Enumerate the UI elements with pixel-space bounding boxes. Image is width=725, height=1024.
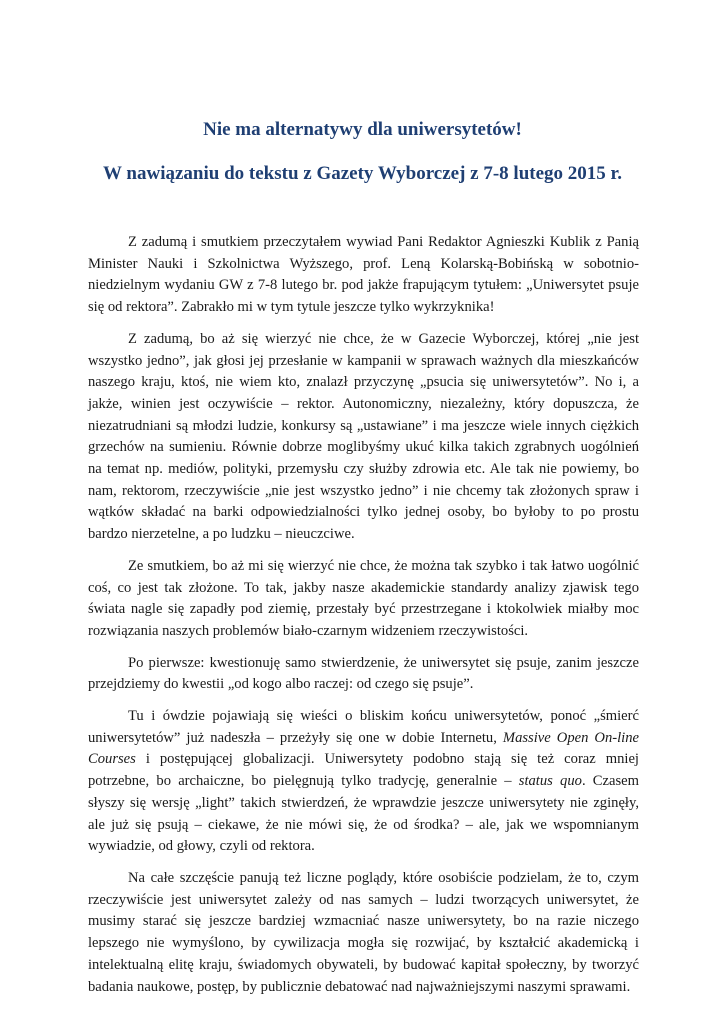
paragraph-5-part-b: i postępującej globalizacji. Uniwersytety podobno stają się też coraz mniej potrzebne, bo archaiczne, bo pielęgnują tylko tradycję, generalnie – bbox=[88, 751, 639, 790]
paragraph-5 bbox=[88, 706, 639, 858]
paragraph-5-emphasis-status-quo: status quo bbox=[518, 773, 582, 790]
paragraph-4: Po pierwsze: kwestionuję samo stwierdzenie, że uniwersytet się psuje, zanim jeszcze przejdziemy do kwestii „od kogo albo raczej: od czego się psuje”. bbox=[88, 654, 639, 693]
paragraph-5-emphasis-mooc: Massive Open On-line Courses bbox=[88, 729, 640, 768]
title-line-2: W nawiązaniu do tekstu z Gazety Wyborczej z 7-8 lutego 2015 r. bbox=[103, 163, 622, 184]
paragraph-5-part-a: Tu i ówdzie pojawiają się wieści o bliskim końcu uniwersytetów, ponoć „śmierć uniwersytetów” już nadeszła – przeżyły się one w dobie Internetu, bbox=[88, 708, 639, 746]
title-line-1: Nie ma alternatywy dla uniwersytetów! bbox=[203, 119, 522, 140]
document-body bbox=[88, 232, 639, 1008]
document-title bbox=[60, 118, 665, 186]
paragraph-5-part-c: . Czasem słyszy się wersję „light” takich stwierdzeń, że wprawdzie jeszcze uniwersytety nie zginęły, ale już się psują – ciekawe, że nie mówi się, że od środka? – ale, jak we wspomnianym wywiadzie, od głowy, czyli od rektora. bbox=[88, 773, 639, 855]
paragraph-6: Na całe szczęście panują też liczne poglądy, które osobiście podzielam, że to, czym rzeczywiście jest uniwersytet zależy od nas samych – ludzi tworzących uniwersytet, że musimy starać się jeszcze bardziej wzmacniać nasze uniwersytety, bo na razie niczego lepszego nie wymyślono, by cywilizacja mogła się rozwijać, by kształcić akademicką i intelektualną elitę kraju, świadomych obywateli, by budować kapitał społeczny, by tworzyć badania naukowe, postęp, by publicznie debatować nad najważniejszymi naszymi sprawami. bbox=[88, 869, 639, 995]
paragraph-1: Z zadumą i smutkiem przeczytałem wywiad Pani Redaktor Agnieszki Kublik z Panią Minister Nauki i Szkolnictwa Wyższego, prof. Leną Kolarską-Bobińską w sobotnio-niedzielnym wydaniu GW z 7-8 lutego br. pod jakże frapującym tytułem: „Uniwersytet psuje się od rektora”. Zabrakło mi w tym tytule jeszcze tylko wykrzyknika! bbox=[88, 234, 639, 316]
paragraph-2: Z zadumą, bo aż się wierzyć nie chce, że w Gazecie Wyborczej, której „nie jest wszystko jedno”, jak głosi jej przesłanie w kampanii w sprawach ważnych dla mieszkańców naszego kraju, ktoś, nie wiem kto, znalazł przyczynę „psucia się uniwersytetów”. No i, a jakże, winien jest oczywiście – rektor. Autonomiczny, niezależny, który dopuszcza, że niezatrudniani są młodzi ludzie, konkursy są „ustawiane” i ma jeszcze wiele innych ciężkich grzechów na sumieniu. Równie dobrze moglibyśmy ukuć kilka takich zgrabnych uogólnień na temat np. mediów, polityki, przemysłu czy służby zdrowia etc. Ale tak nie powiemy, bo nam, rektorom, rzeczywiście „nie jest wszystko jedno” i nie chcemy tak złożonych spraw i wątków składać na barki odpowiedzialności tylko jednej osoby, bo byłoby to po prostu bardzo nierzetelne, a po ludzku – nieuczciwe. bbox=[88, 330, 639, 543]
paragraph-3: Ze smutkiem, bo aż mi się wierzyć nie chce, że można tak szybko i tak łatwo uogólnić coś, co jest tak złożone. To tak, jakby nasze akademickie standardy analizy zjawisk tego świata nagle się zapadły pod ziemię, przestały być przestrzegane i ktokolwiek miałby moc rozwiązania naszych problemów biało-czarnym widzeniem rzeczywistości. bbox=[88, 557, 639, 639]
